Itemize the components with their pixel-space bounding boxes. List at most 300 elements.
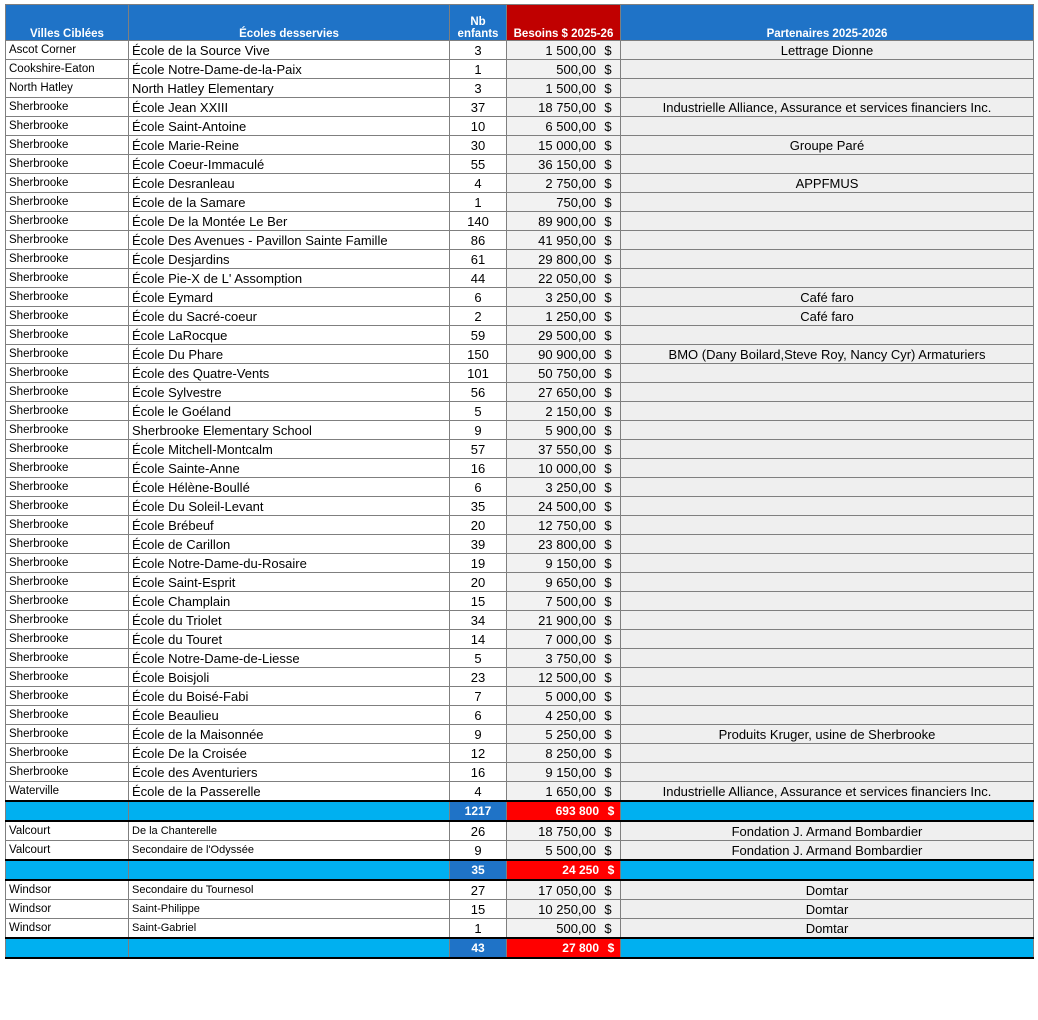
cell-nb-enfants[interactable]: 3 (450, 79, 507, 98)
cell-ecole[interactable]: Saint-Philippe (129, 900, 450, 919)
cell-nb-enfants[interactable]: 5 (450, 402, 507, 421)
cell-ecole[interactable]: École Notre-Dame-de-Liesse (129, 649, 450, 668)
header-partenaires[interactable]: Partenaires 2025-2026 (621, 5, 1034, 41)
cell-besoins[interactable] (507, 763, 621, 782)
currency-symbol: $ (604, 536, 612, 552)
cell-partenaire[interactable]: Domtar (621, 880, 1034, 900)
cell-partenaire[interactable]: Domtar (621, 900, 1034, 919)
cell-ecole[interactable]: École Saint-Esprit (129, 573, 450, 592)
amount-value: 7 500,00 (545, 593, 596, 609)
table-row (6, 174, 1034, 193)
cell-partenaire[interactable] (621, 744, 1034, 763)
header-nb-enfants[interactable] (450, 5, 507, 41)
total-nb-enfants[interactable]: 1217 (450, 801, 507, 821)
cell-nb-enfants[interactable]: 6 (450, 706, 507, 725)
total-row (6, 860, 1034, 880)
cell-partenaire[interactable] (621, 668, 1034, 687)
cell-besoins[interactable] (507, 174, 621, 193)
cell-partenaire[interactable] (621, 364, 1034, 383)
cell-ville[interactable]: North Hatley (6, 79, 129, 98)
cell-ecole[interactable]: École Marie-Reine (129, 136, 450, 155)
cell-nb-enfants[interactable]: 1 (450, 60, 507, 79)
cell-ville[interactable]: Sherbrooke (6, 212, 129, 231)
cell-nb-enfants[interactable]: 57 (450, 440, 507, 459)
cell-ville[interactable]: Sherbrooke (6, 706, 129, 725)
cell-ville[interactable]: Sherbrooke (6, 611, 129, 630)
cell-ville[interactable]: Sherbrooke (6, 250, 129, 269)
cell-nb-enfants[interactable]: 5 (450, 649, 507, 668)
cell-ville[interactable]: Sherbrooke (6, 763, 129, 782)
total-nb-enfants[interactable]: 43 (450, 938, 507, 958)
cell-ecole[interactable]: Secondaire de l'Odyssée (129, 841, 450, 861)
cell-besoins[interactable] (507, 155, 621, 174)
header-nb-line2: enfants (457, 28, 499, 40)
amount-wrapper (510, 499, 617, 514)
cell-nb-enfants[interactable]: 150 (450, 345, 507, 364)
currency-symbol: $ (604, 612, 612, 628)
total-empty-ville[interactable] (6, 938, 129, 958)
cell-partenaire[interactable]: Domtar (621, 919, 1034, 939)
cell-besoins[interactable] (507, 611, 621, 630)
cell-besoins[interactable] (507, 136, 621, 155)
cell-nb-enfants[interactable]: 27 (450, 880, 507, 900)
cell-nb-enfants[interactable]: 14 (450, 630, 507, 649)
cell-ecole[interactable]: École Coeur-Immaculé (129, 155, 450, 174)
currency-symbol: $ (604, 251, 612, 267)
cell-nb-enfants[interactable]: 86 (450, 231, 507, 250)
amount-value: 27 650,00 (538, 384, 596, 400)
cell-ecole[interactable]: École Saint-Antoine (129, 117, 450, 136)
currency-symbol: $ (604, 650, 612, 666)
cell-besoins[interactable] (507, 440, 621, 459)
cell-ecole[interactable]: École Mitchell-Montcalm (129, 440, 450, 459)
cell-partenaire[interactable] (621, 554, 1034, 573)
cell-ecole[interactable]: Sherbrooke Elementary School (129, 421, 450, 440)
cell-besoins[interactable] (507, 668, 621, 687)
amount-wrapper (510, 689, 617, 704)
table-row (6, 402, 1034, 421)
cell-ville[interactable]: Sherbrooke (6, 402, 129, 421)
cell-besoins[interactable] (507, 212, 621, 231)
amount-value: 3 250,00 (545, 289, 596, 305)
cell-ecole[interactable]: École LaRocque (129, 326, 450, 345)
cell-nb-enfants[interactable]: 2 (450, 307, 507, 326)
cell-nb-enfants[interactable]: 35 (450, 497, 507, 516)
currency-symbol: $ (604, 308, 612, 324)
cell-partenaire[interactable] (621, 117, 1034, 136)
cell-ville[interactable]: Sherbrooke (6, 174, 129, 193)
cell-ville[interactable]: Sherbrooke (6, 440, 129, 459)
cell-nb-enfants[interactable]: 12 (450, 744, 507, 763)
cell-besoins[interactable] (507, 307, 621, 326)
table-row (6, 611, 1034, 630)
cell-ville[interactable]: Sherbrooke (6, 345, 129, 364)
cell-besoins[interactable] (507, 592, 621, 611)
amount-wrapper (510, 480, 617, 495)
cell-nb-enfants[interactable]: 16 (450, 459, 507, 478)
cell-nb-enfants[interactable]: 10 (450, 117, 507, 136)
cell-besoins[interactable] (507, 725, 621, 744)
cell-ville[interactable]: Sherbrooke (6, 383, 129, 402)
cell-ecole[interactable]: École Desranleau (129, 174, 450, 193)
total-empty-ville[interactable] (6, 801, 129, 821)
cell-partenaire[interactable] (621, 706, 1034, 725)
cell-nb-enfants[interactable]: 15 (450, 900, 507, 919)
cell-partenaire[interactable] (621, 402, 1034, 421)
cell-besoins[interactable] (507, 497, 621, 516)
table-row (6, 880, 1034, 900)
cell-besoins[interactable] (507, 782, 621, 802)
cell-nb-enfants[interactable]: 39 (450, 535, 507, 554)
cell-partenaire[interactable]: APPFMUS (621, 174, 1034, 193)
cell-besoins[interactable] (507, 573, 621, 592)
cell-partenaire[interactable] (621, 459, 1034, 478)
cell-partenaire[interactable]: Industrielle Alliance, Assurance et services financiers Inc. (621, 782, 1034, 802)
table-row (6, 763, 1034, 782)
cell-nb-enfants[interactable]: 23 (450, 668, 507, 687)
cell-partenaire[interactable] (621, 326, 1034, 345)
cell-ecole[interactable]: École Boisjoli (129, 668, 450, 687)
cell-ecole[interactable]: École Desjardins (129, 250, 450, 269)
cell-ville[interactable]: Sherbrooke (6, 592, 129, 611)
cell-nb-enfants[interactable]: 34 (450, 611, 507, 630)
cell-besoins[interactable] (507, 98, 621, 117)
cell-ville[interactable]: Sherbrooke (6, 117, 129, 136)
cell-nb-enfants[interactable]: 4 (450, 782, 507, 802)
table-row (6, 193, 1034, 212)
amount-wrapper (510, 651, 617, 666)
cell-besoins[interactable] (507, 41, 621, 60)
cell-partenaire[interactable]: Lettrage Dionne (621, 41, 1034, 60)
cell-ville[interactable]: Sherbrooke (6, 307, 129, 326)
cell-ville[interactable]: Windsor (6, 919, 129, 939)
cell-ecole[interactable]: École du Boisé-Fabi (129, 687, 450, 706)
currency-symbol: $ (604, 384, 612, 400)
amount-value: 2 750,00 (545, 175, 596, 191)
cell-nb-enfants[interactable]: 7 (450, 687, 507, 706)
cell-ville[interactable]: Sherbrooke (6, 497, 129, 516)
cell-ville[interactable]: Sherbrooke (6, 516, 129, 535)
cell-ecole[interactable]: École de la Passerelle (129, 782, 450, 802)
cell-ecole[interactable]: Saint-Gabriel (129, 919, 450, 939)
cell-ecole[interactable]: École de la Samare (129, 193, 450, 212)
cell-ecole[interactable]: École Du Soleil-Levant (129, 497, 450, 516)
cell-nb-enfants[interactable]: 6 (450, 288, 507, 307)
amount-value: 3 250,00 (545, 479, 596, 495)
cell-ville[interactable]: Sherbrooke (6, 364, 129, 383)
cell-ecole[interactable]: École Brébeuf (129, 516, 450, 535)
cell-nb-enfants[interactable]: 26 (450, 821, 507, 841)
total-empty-ecole[interactable] (129, 860, 450, 880)
cell-partenaire[interactable]: Fondation J. Armand Bombardier (621, 821, 1034, 841)
cell-partenaire[interactable]: Produits Kruger, usine de Sherbrooke (621, 725, 1034, 744)
cell-ecole[interactable]: École Des Avenues - Pavillon Sainte Famille (129, 231, 450, 250)
currency-symbol: $ (607, 941, 615, 955)
cell-ecole[interactable]: École Sylvestre (129, 383, 450, 402)
cell-besoins[interactable] (507, 649, 621, 668)
currency-symbol: $ (604, 517, 612, 533)
cell-nb-enfants[interactable]: 44 (450, 269, 507, 288)
cell-partenaire[interactable] (621, 763, 1034, 782)
cell-besoins[interactable] (507, 231, 621, 250)
cell-nb-enfants[interactable]: 4 (450, 174, 507, 193)
total-besoins[interactable] (507, 938, 621, 958)
cell-ville[interactable]: Sherbrooke (6, 535, 129, 554)
cell-partenaire[interactable] (621, 79, 1034, 98)
cell-nb-enfants[interactable]: 30 (450, 136, 507, 155)
cell-nb-enfants[interactable]: 6 (450, 478, 507, 497)
currency-symbol: $ (604, 213, 612, 229)
amount-wrapper (510, 442, 617, 457)
cell-ville[interactable]: Sherbrooke (6, 288, 129, 307)
amount-wrapper (510, 309, 617, 324)
cell-partenaire[interactable]: BMO (Dany Boilard,Steve Roy, Nancy Cyr) Armaturiers (621, 345, 1034, 364)
cell-partenaire[interactable] (621, 573, 1034, 592)
currency-symbol: $ (604, 441, 612, 457)
amount-wrapper (510, 883, 617, 898)
cell-besoins[interactable] (507, 535, 621, 554)
cell-partenaire[interactable]: Groupe Paré (621, 136, 1034, 155)
cell-besoins[interactable] (507, 250, 621, 269)
cell-ville[interactable]: Sherbrooke (6, 630, 129, 649)
cell-partenaire[interactable] (621, 649, 1034, 668)
cell-partenaire[interactable] (621, 269, 1034, 288)
currency-symbol: $ (604, 61, 612, 77)
cell-ville[interactable]: Windsor (6, 880, 129, 900)
cell-partenaire[interactable] (621, 687, 1034, 706)
cell-ecole[interactable]: École Notre-Dame-du-Rosaire (129, 554, 450, 573)
cell-ville[interactable]: Windsor (6, 900, 129, 919)
cell-ville[interactable]: Sherbrooke (6, 231, 129, 250)
table-row (6, 155, 1034, 174)
cell-besoins[interactable] (507, 326, 621, 345)
amount-value: 1 250,00 (545, 308, 596, 324)
total-besoins[interactable] (507, 801, 621, 821)
cell-ville[interactable]: Ascot Corner (6, 41, 129, 60)
cell-besoins[interactable] (507, 193, 621, 212)
amount-value: 1 500,00 (545, 80, 596, 96)
amount-wrapper (507, 863, 620, 877)
cell-besoins[interactable] (507, 554, 621, 573)
cell-partenaire[interactable] (621, 440, 1034, 459)
amount-value: 15 000,00 (538, 137, 596, 153)
cell-ville[interactable]: Cookshire-Eaton (6, 60, 129, 79)
table-row (6, 841, 1034, 861)
currency-symbol: $ (604, 823, 612, 839)
cell-ville[interactable]: Sherbrooke (6, 649, 129, 668)
cell-besoins[interactable] (507, 880, 621, 900)
cell-ecole[interactable]: École de la Source Vive (129, 41, 450, 60)
cell-besoins[interactable] (507, 630, 621, 649)
cell-nb-enfants[interactable]: 59 (450, 326, 507, 345)
cell-partenaire[interactable]: Fondation J. Armand Bombardier (621, 841, 1034, 861)
currency-symbol: $ (604, 460, 612, 476)
cell-ville[interactable]: Sherbrooke (6, 687, 129, 706)
amount-value: 9 150,00 (545, 555, 596, 571)
cell-nb-enfants[interactable]: 1 (450, 919, 507, 939)
cell-ecole[interactable]: École de Carillon (129, 535, 450, 554)
cell-nb-enfants[interactable]: 101 (450, 364, 507, 383)
cell-ville[interactable]: Sherbrooke (6, 725, 129, 744)
cell-ville[interactable]: Sherbrooke (6, 668, 129, 687)
cell-besoins[interactable] (507, 744, 621, 763)
cell-ecole[interactable]: École Jean XXIII (129, 98, 450, 117)
cell-nb-enfants[interactable]: 9 (450, 841, 507, 861)
cell-ville[interactable]: Sherbrooke (6, 326, 129, 345)
total-empty-ecole[interactable] (129, 938, 450, 958)
total-empty-partenaire[interactable] (621, 860, 1034, 880)
cell-partenaire[interactable] (621, 421, 1034, 440)
amount-wrapper (510, 214, 617, 229)
cell-partenaire[interactable] (621, 155, 1034, 174)
cell-ecole[interactable]: École Eymard (129, 288, 450, 307)
cell-nb-enfants[interactable]: 16 (450, 763, 507, 782)
cell-nb-enfants[interactable]: 56 (450, 383, 507, 402)
cell-partenaire[interactable] (621, 212, 1034, 231)
cell-besoins[interactable] (507, 821, 621, 841)
total-besoins[interactable] (507, 860, 621, 880)
cell-besoins[interactable] (507, 345, 621, 364)
cell-besoins[interactable] (507, 841, 621, 861)
cell-partenaire[interactable]: Café faro (621, 288, 1034, 307)
cell-ecole[interactable]: École De la Croisée (129, 744, 450, 763)
cell-partenaire[interactable] (621, 193, 1034, 212)
amount-wrapper (510, 176, 617, 191)
cell-ville[interactable]: Valcourt (6, 841, 129, 861)
table-row (6, 478, 1034, 497)
cell-nb-enfants[interactable]: 20 (450, 573, 507, 592)
currency-symbol: $ (604, 882, 612, 898)
cell-besoins[interactable] (507, 919, 621, 939)
cell-partenaire[interactable] (621, 630, 1034, 649)
currency-symbol: $ (604, 365, 612, 381)
amount-value: 5 900,00 (545, 422, 596, 438)
cell-ecole[interactable]: École des Aventuriers (129, 763, 450, 782)
cell-nb-enfants[interactable]: 20 (450, 516, 507, 535)
cell-partenaire[interactable] (621, 535, 1034, 554)
cell-ecole[interactable]: École Du Phare (129, 345, 450, 364)
cell-ville[interactable]: Sherbrooke (6, 573, 129, 592)
cell-besoins[interactable] (507, 79, 621, 98)
total-empty-ecole[interactable] (129, 801, 450, 821)
cell-ville[interactable]: Sherbrooke (6, 269, 129, 288)
total-nb-enfants[interactable]: 35 (450, 860, 507, 880)
cell-ville[interactable]: Waterville (6, 782, 129, 802)
total-empty-partenaire[interactable] (621, 801, 1034, 821)
cell-nb-enfants[interactable]: 9 (450, 725, 507, 744)
cell-nb-enfants[interactable]: 55 (450, 155, 507, 174)
table-row (6, 326, 1034, 345)
cell-ecole[interactable]: École Champlain (129, 592, 450, 611)
cell-ecole[interactable]: École de la Maisonnée (129, 725, 450, 744)
total-empty-partenaire[interactable] (621, 938, 1034, 958)
cell-ville[interactable]: Sherbrooke (6, 744, 129, 763)
cell-besoins[interactable] (507, 402, 621, 421)
cell-partenaire[interactable] (621, 611, 1034, 630)
amount-wrapper (510, 708, 617, 723)
cell-ecole[interactable]: École Beaulieu (129, 706, 450, 725)
cell-besoins[interactable] (507, 478, 621, 497)
cell-besoins[interactable] (507, 288, 621, 307)
cell-ecole[interactable]: École du Sacré-coeur (129, 307, 450, 326)
cell-besoins[interactable] (507, 516, 621, 535)
cell-ville[interactable]: Sherbrooke (6, 478, 129, 497)
amount-wrapper (510, 613, 617, 628)
cell-besoins[interactable] (507, 383, 621, 402)
cell-nb-enfants[interactable]: 140 (450, 212, 507, 231)
cell-ville[interactable]: Sherbrooke (6, 193, 129, 212)
cell-partenaire[interactable] (621, 250, 1034, 269)
cell-ville[interactable]: Sherbrooke (6, 98, 129, 117)
cell-ville[interactable]: Sherbrooke (6, 136, 129, 155)
cell-besoins[interactable] (507, 117, 621, 136)
cell-ecole[interactable]: École du Triolet (129, 611, 450, 630)
cell-ecole[interactable]: École Hélène-Boullé (129, 478, 450, 497)
header-ecoles[interactable]: Écoles desservies (129, 5, 450, 41)
cell-nb-enfants[interactable]: 1 (450, 193, 507, 212)
cell-ecole[interactable]: École Sainte-Anne (129, 459, 450, 478)
cell-partenaire[interactable]: Industrielle Alliance, Assurance et services financiers Inc. (621, 98, 1034, 117)
cell-ecole[interactable]: École des Quatre-Vents (129, 364, 450, 383)
cell-ecole[interactable]: De la Chanterelle (129, 821, 450, 841)
cell-partenaire[interactable]: Café faro (621, 307, 1034, 326)
cell-besoins[interactable] (507, 269, 621, 288)
cell-ecole[interactable]: École Pie-X de L' Assomption (129, 269, 450, 288)
cell-besoins[interactable] (507, 706, 621, 725)
cell-ville[interactable]: Sherbrooke (6, 554, 129, 573)
cell-besoins[interactable] (507, 900, 621, 919)
total-row (6, 938, 1034, 958)
cell-ville[interactable]: Sherbrooke (6, 459, 129, 478)
cell-nb-enfants[interactable]: 9 (450, 421, 507, 440)
cell-nb-enfants[interactable]: 61 (450, 250, 507, 269)
cell-ecole[interactable]: North Hatley Elementary (129, 79, 450, 98)
cell-besoins[interactable] (507, 60, 621, 79)
header-besoins[interactable]: Besoins $ 2025-26 (507, 5, 621, 41)
cell-besoins[interactable] (507, 687, 621, 706)
cell-partenaire[interactable] (621, 478, 1034, 497)
cell-ecole[interactable]: École du Touret (129, 630, 450, 649)
cell-ecole[interactable]: École De la Montée Le Ber (129, 212, 450, 231)
cell-ville[interactable]: Sherbrooke (6, 421, 129, 440)
cell-partenaire[interactable] (621, 497, 1034, 516)
cell-ville[interactable]: Sherbrooke (6, 155, 129, 174)
cell-nb-enfants[interactable]: 3 (450, 41, 507, 60)
cell-nb-enfants[interactable]: 37 (450, 98, 507, 117)
cell-nb-enfants[interactable]: 15 (450, 592, 507, 611)
cell-partenaire[interactable] (621, 60, 1034, 79)
amount-wrapper (510, 347, 617, 362)
cell-besoins[interactable] (507, 364, 621, 383)
amount-value: 50 750,00 (538, 365, 596, 381)
currency-symbol: $ (607, 804, 615, 818)
cell-partenaire[interactable] (621, 516, 1034, 535)
cell-partenaire[interactable] (621, 592, 1034, 611)
cell-partenaire[interactable] (621, 231, 1034, 250)
table-row (6, 136, 1034, 155)
cell-nb-enfants[interactable]: 19 (450, 554, 507, 573)
cell-besoins[interactable] (507, 421, 621, 440)
total-empty-ville[interactable] (6, 860, 129, 880)
cell-ecole[interactable]: Secondaire du Tournesol (129, 880, 450, 900)
cell-besoins[interactable] (507, 459, 621, 478)
cell-ecole[interactable]: École Notre-Dame-de-la-Paix (129, 60, 450, 79)
cell-ville[interactable]: Valcourt (6, 821, 129, 841)
cell-ecole[interactable]: École le Goéland (129, 402, 450, 421)
cell-partenaire[interactable] (621, 383, 1034, 402)
header-villes[interactable]: Villes Ciblées (6, 5, 129, 41)
table-row (6, 250, 1034, 269)
